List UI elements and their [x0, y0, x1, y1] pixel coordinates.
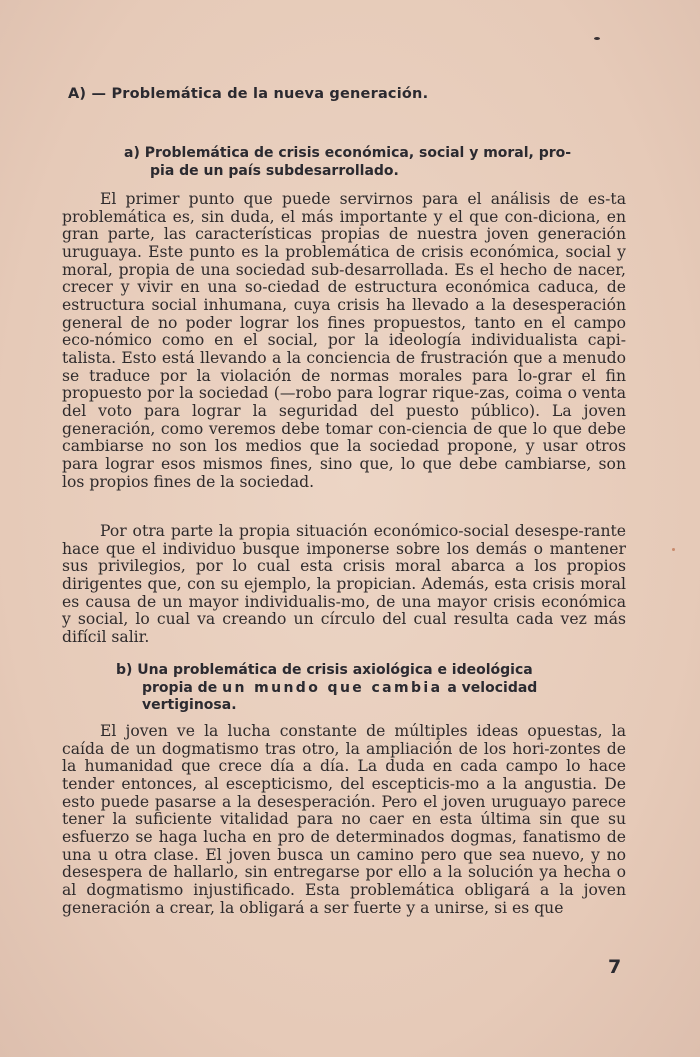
paragraph-1: [62, 191, 626, 491]
subsection-b-line3: vertiginosa.: [142, 697, 237, 713]
subsection-b-line1: b) Una problemática de crisis axiológica e ideológica: [116, 662, 533, 678]
page-number: 7: [608, 956, 622, 978]
subsection-b-line2-a: propia de: [142, 679, 223, 696]
subsection-b-line2-c: a velocidad: [442, 679, 538, 696]
subsection-a-line2: pia de un país subdesarrollado.: [150, 162, 399, 179]
ink-speck: [594, 37, 600, 40]
paragraph-3-text: El joven ve la lucha constante de múltiples ideas opuestas, la caída de un dogmatismo tras otro, la ampliación de los hori-zontes de la humanidad que crece día a día. La duda en cada campo lo hace tender entonces, al escepticismo, del escepticis-mo a la angustia. De esto puede pasarse a la desesperación. Pero el joven uruguayo parece tener la suficiente vitalidad para no caer en esta última sin que su esfuerzo se haga lucha en pro de determinados dogmas, fanatismo de una u otra clase. El joven busca un camino pero que sea nuevo, y no desespera de hallarlo, sin entregarse por ello a la solución ya hecha o al dogmatismo injustificado. Esta problemática obligará a la joven generación a crear, la obligará a ser fuerte y a unirse, si es que: [62, 722, 626, 917]
subsection-b-line2: [116, 680, 627, 698]
paragraph-2: [62, 523, 626, 647]
section-title: A) — Problemática de la nueva generación.: [68, 86, 429, 102]
paragraph-2-text: Por otra parte la propia situación económico-social desespe-rante hace que el individuo busque imponerse sobre los demás o mantener sus privilegios, por lo cual esta crisis moral abarca a los propios dirigentes que, con su ejemplo, la propician. Además, esta crisis moral es causa de un mayor individualis-mo, de una mayor crisis económica y social, lo cual va creando un círculo del cual resulta cada vez más difícil salir.: [62, 522, 626, 646]
subsection-a-heading: [124, 145, 627, 180]
subsection-b-heading: [116, 662, 627, 715]
paragraph-3: [62, 723, 626, 917]
ink-speck: [672, 548, 675, 551]
subsection-b-line2-spaced: un mundo que cambia: [222, 679, 443, 696]
subsection-a-line1: a) Problemática de crisis económica, social y moral, pro-: [124, 145, 572, 161]
paragraph-1-text: El primer punto que puede servirnos para el análisis de es-ta problemática es, sin duda, el más importante y el que con-diciona, en gran parte, las características propias de nuestra joven generación uruguaya. Este punto es la problemática de crisis económica, social y moral, propia de una sociedad sub-desarrollada. Es el hecho de nacer, crecer y vivir en una so-ciedad de estructura económica caduca, de estructura social inhumana, cuya crisis ha llevado a la desesperación general de no poder lograr los fines propuestos, tanto en el campo eco-nómico como en el social, por la ideología individualista capi-talista. Esto está llevando a la conciencia de frustración que a menudo se traduce por la violación de normas morales para lo-grar el fin propuesto por la sociedad (—robo para lograr rique-zas, coima o venta del voto para lograr la seguridad del puesto público). La joven generación, como veremos debe tomar con-ciencia de que lo que debe cambiarse no son los medios que la sociedad propone, y usar otros para lograr esos mismos fines, sino que, lo que debe cambiarse, son los propios fines de la sociedad.: [62, 190, 626, 491]
